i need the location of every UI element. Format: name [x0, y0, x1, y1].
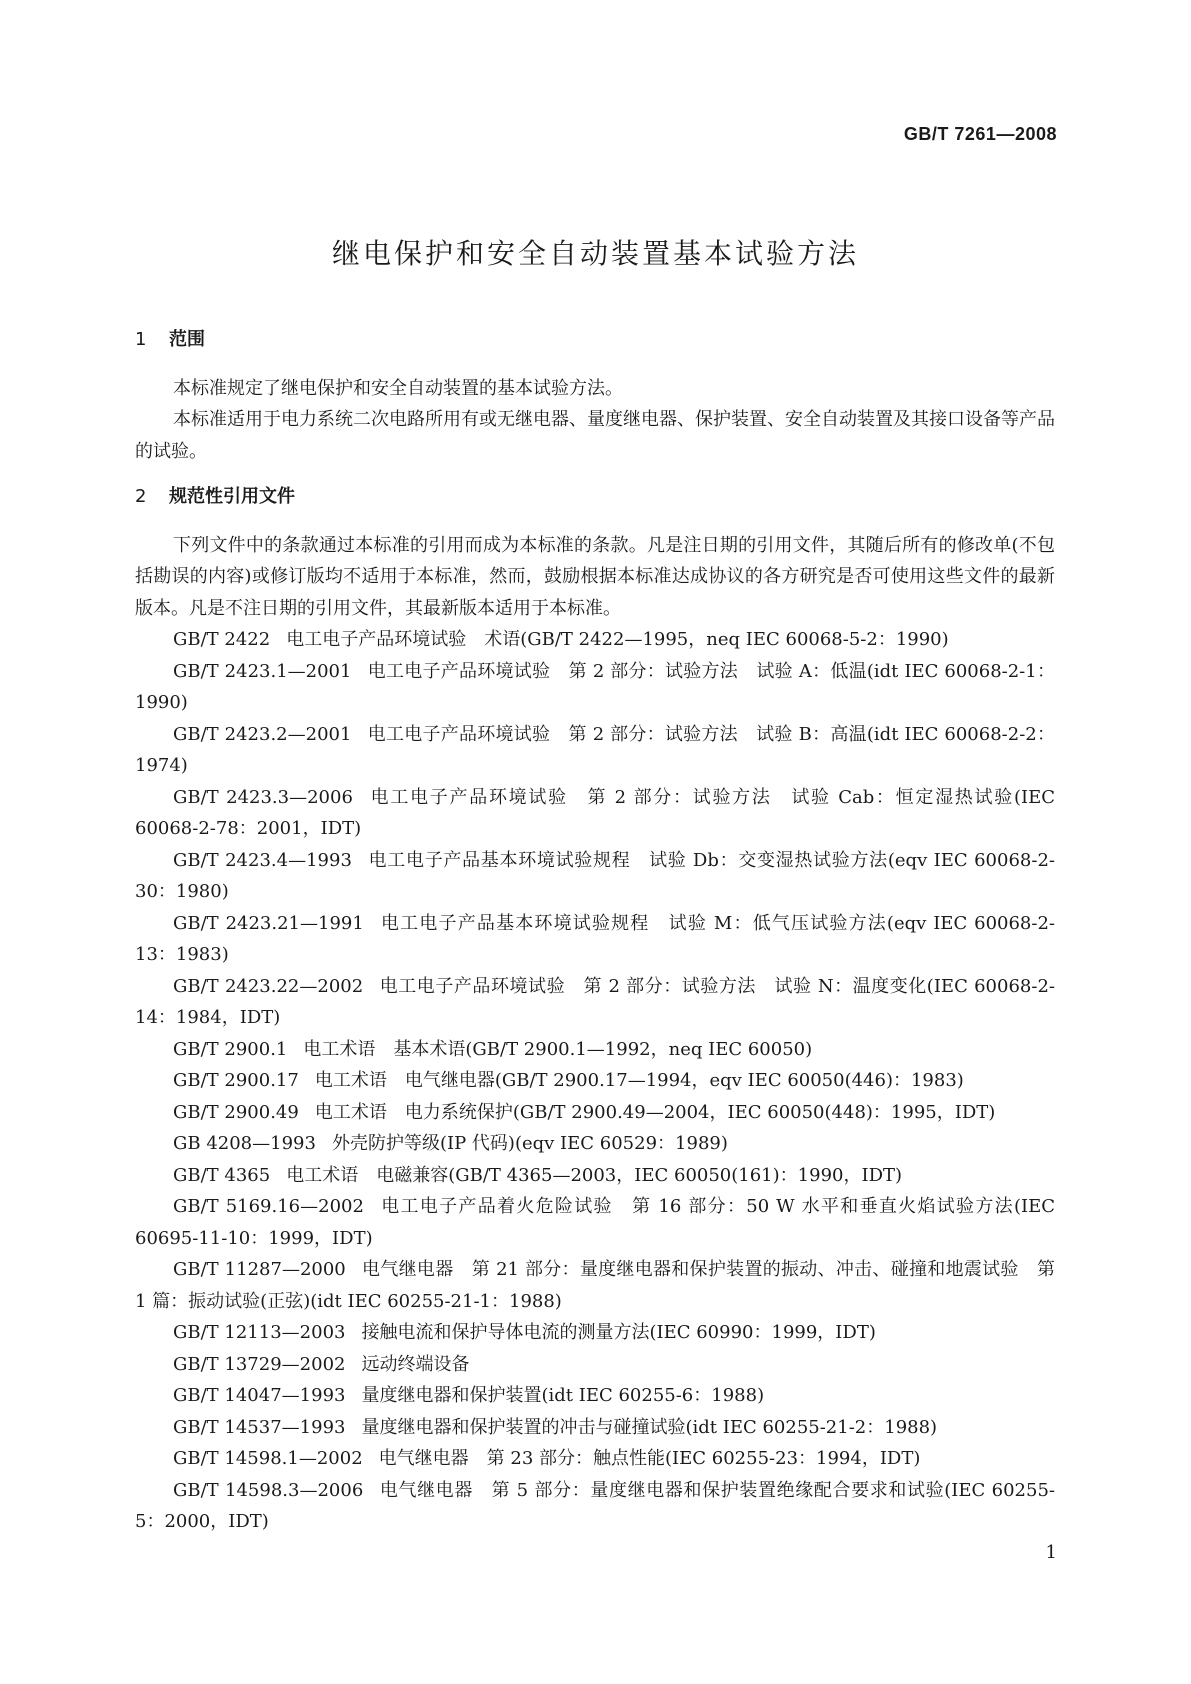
reference-title: 远动终端设备: [361, 1353, 470, 1375]
reference-code: GB/T 2423.3—2006: [173, 786, 353, 808]
reference-title: 电工术语 电力系统保护(GB/T 2900.49—2004，IEC 60050(448)：1995，IDT): [314, 1101, 996, 1123]
reference-title: 电工电子产品环境试验 第 2 部分：试验方法 试验 B：高温(idt IEC 60068-2-2：1974): [135, 723, 1055, 776]
reference-code: GB/T 14598.1—2002: [173, 1448, 363, 1469]
reference-code: GB/T 2423.21—1991: [173, 912, 364, 934]
reference-item: [135, 1380, 1055, 1412]
reference-code: GB/T 2423.1—2001: [173, 660, 352, 682]
reference-code: GB/T 14047—1993: [173, 1385, 346, 1406]
section-1-heading: [135, 324, 1055, 356]
reference-item: [135, 1412, 1055, 1444]
reference-title: 电工电子产品基本环境试验规程 试验 M：低气压试验方法(eqv IEC 60068-2-13：1983): [135, 912, 1055, 965]
reference-title: 接触电流和保护导体电流的测量方法(IEC 60990：1999，IDT): [361, 1322, 876, 1343]
reference-code: GB/T 2900.1: [173, 1038, 288, 1060]
reference-code: GB/T 4365: [173, 1164, 271, 1186]
reference-item: [135, 1097, 1055, 1129]
reference-code: GB/T 12113—2003: [173, 1322, 346, 1343]
page-number: 1: [1045, 1542, 1057, 1563]
document-body: [135, 324, 1055, 1538]
reference-code: GB/T 2422: [173, 629, 271, 650]
reference-code: GB/T 2423.22—2002: [173, 975, 364, 997]
reference-item: [135, 719, 1055, 782]
reference-title: 电工电子产品环境试验 第 2 部分：试验方法 试验 A：低温(idt IEC 60068-2-1：1990): [135, 660, 1055, 713]
reference-item: [135, 656, 1055, 719]
reference-title: 量度继电器和保护装置的冲击与碰撞试验(idt IEC 60255-21-2：1988): [361, 1416, 938, 1438]
reference-title: 电工电子产品环境试验 术语(GB/T 2422—1995，neq IEC 60068-5-2：1990): [286, 629, 949, 650]
reference-item: [135, 1160, 1055, 1192]
document-title: 继电保护和安全自动装置基本试验方法: [331, 237, 859, 270]
reference-title: 电工电子产品环境试验 第 2 部分：试验方法 试验 N：温度变化(IEC 60068-2-14：1984，IDT): [135, 975, 1055, 1028]
reference-title: 电气继电器 第 23 部分：触点性能(IEC 60255-23：1994，IDT): [378, 1448, 921, 1469]
reference-item: [135, 1254, 1055, 1317]
section-2-heading: [135, 481, 1055, 513]
reference-title: 电工电子产品基本环境试验规程 试验 Db：交变湿热试验方法(eqv IEC 60068-2-30：1980): [135, 849, 1055, 902]
paragraph: 本标准规定了继电保护和安全自动装置的基本试验方法。: [173, 377, 623, 399]
reference-title: 电气继电器 第 21 部分：量度继电器和保护装置的振动、冲击、碰撞和地震试验 第 1 篇：振动试验(正弦)(idt IEC 60255-21-1：1988): [135, 1259, 1055, 1312]
reference-title: 电工术语 电气继电器(GB/T 2900.17—1994，eqv IEC 60050(446)：1983): [314, 1070, 964, 1091]
reference-item: [135, 1317, 1055, 1349]
reference-item: [135, 1191, 1055, 1254]
normative-reference-list: [135, 624, 1055, 1538]
reference-code: GB/T 14537—1993: [173, 1416, 346, 1438]
reference-code: GB/T 2423.2—2001: [173, 723, 352, 745]
reference-code: GB/T 2900.17: [173, 1070, 299, 1091]
reference-title: 电工术语 电磁兼容(GB/T 4365—2003，IEC 60050(161)：1990，IDT): [286, 1164, 903, 1186]
reference-item: [135, 1443, 1055, 1475]
reference-title: 电工术语 基本术语(GB/T 2900.1—1992，neq IEC 60050): [303, 1038, 813, 1060]
document-code: GB/T 7261—2008: [903, 124, 1057, 144]
section-title: 范围: [169, 329, 205, 350]
paragraph: 下列文件中的条款通过本标准的引用而成为本标准的条款。凡是注日期的引用文件，其随后所有的修改单(不包括勘误的内容)或修订版均不适用于本标准，然而，鼓励根据本标准达成协议的各方研究是否可使用这些文件的最新版本。凡是不注日期的引用文件，其最新版本适用于本标准。: [135, 534, 1055, 619]
section-number: 2: [135, 486, 147, 507]
reference-code: GB/T 5169.16—2002: [173, 1196, 364, 1217]
reference-title: 电气继电器 第 5 部分：量度继电器和保护装置绝缘配合要求和试验(IEC 60255-5：2000，IDT): [135, 1479, 1055, 1532]
paragraph: 本标准适用于电力系统二次电路所用有或无继电器、量度继电器、保护装置、安全自动装置及其接口设备等产品的试验。: [135, 409, 1055, 462]
section-title: 规范性引用文件: [169, 486, 295, 507]
reference-code: GB/T 2900.49: [173, 1101, 299, 1123]
reference-item: [135, 782, 1055, 845]
reference-item: [135, 1034, 1055, 1066]
reference-item: [135, 1475, 1055, 1538]
reference-code: GB/T 11287—2000: [173, 1259, 346, 1280]
reference-item: [135, 845, 1055, 908]
reference-item: [135, 1128, 1055, 1160]
reference-code: GB 4208—1993: [173, 1133, 316, 1154]
reference-title: 外壳防护等级(IP 代码)(eqv IEC 60529：1989): [331, 1133, 728, 1154]
reference-code: GB/T 2423.4—1993: [173, 849, 352, 871]
reference-item: [135, 908, 1055, 971]
reference-title: 电工电子产品着火危险试验 第 16 部分：50 W 水平和垂直火焰试验方法(IEC 60695-11-10：1999，IDT): [135, 1196, 1055, 1249]
reference-title: 量度继电器和保护装置(idt IEC 60255-6：1988): [361, 1385, 765, 1406]
reference-code: GB/T 13729—2002: [173, 1353, 346, 1375]
reference-code: GB/T 14598.3—2006: [173, 1479, 364, 1501]
reference-item: [135, 1349, 1055, 1381]
reference-item: [135, 1065, 1055, 1097]
reference-item: [135, 624, 1055, 656]
section-number: 1: [135, 329, 147, 350]
reference-title: 电工电子产品环境试验 第 2 部分：试验方法 试验 Cab：恒定湿热试验(IEC 60068-2-78：2001，IDT): [135, 786, 1055, 839]
reference-item: [135, 971, 1055, 1034]
